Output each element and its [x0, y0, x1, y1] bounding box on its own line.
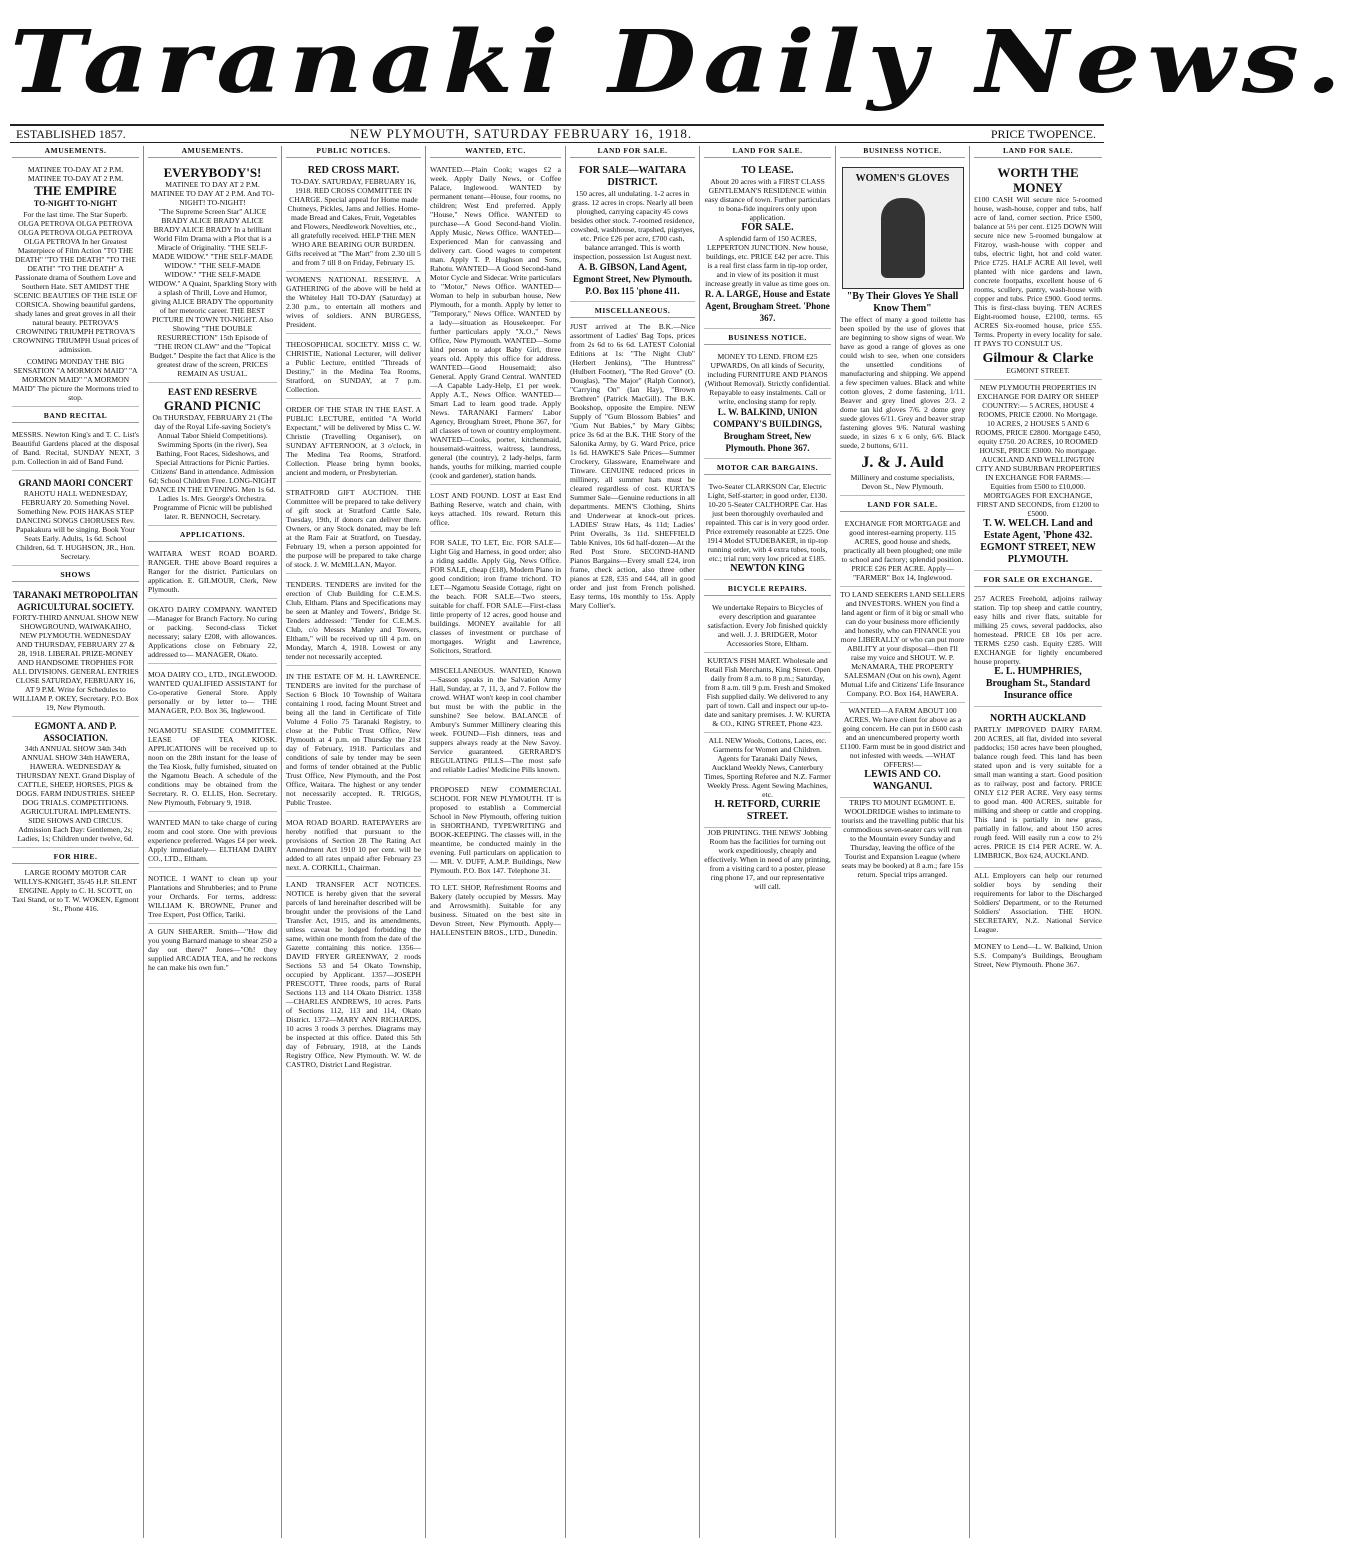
- shows-ad: [12, 586, 139, 717]
- masthead: [10, 8, 1348, 118]
- ad-body: For the last time. The Star Superb. OLGA PETROVA OLGA PETROVA OLGA PETROVA OLGA PETROVA OLGA PETROVA In her Greatest Masterpiece of Film Action "TO THE DEATH" "TO THE DEATH" "TO THE DEATH" "TO THE DEATH" A Passionate drama of Southern Love and Southern Hate. SET AMIDST THE SCENIC BEAUTIES OF THE ISLE OF CORSICA. Showing beautiful gardens, shady lanes and great groves in all their natural beauty. PETROVA'S CROWNING TRIUMPH PETROVA'S CROWNING TRIUMPH Usual prices of admission.: [12, 210, 139, 354]
- gloves-ad: [840, 162, 965, 496]
- columns: [8, 146, 1106, 1538]
- ad-body: On THURSDAY, FEBRUARY 21 (The day of the Royal Life-saving Society's Annual Tabor Shield Competitions). Swimming Sports (in the river), Sea Bathing, Foot Races, Sideshows, and Special Attractions for Picnic Parties. Citizens' Band in attendance. Admission 6d; School Children Free. LONG-NIGHT DANCE IN THE EVENING. Men 1s 6d. Ladies 1s. Mrs. George's Orchestra. Programme of Picnic will be published later. R. BENNOCH, Secretary.: [148, 413, 277, 521]
- waitara-ranger-ad: WAITARA WEST ROAD BOARD. RANGER. THE above Board requires a Ranger for the district. Particulars on application. E. GILMOUR, Clerk, New Plymouth.: [148, 546, 277, 599]
- column-2: [144, 146, 282, 1538]
- okato-dairy-ad: OKATO DAIRY COMPANY. WANTED—Manager for Branch Factory. No curing or packing. Second-class Ticket necessary; salary £208, with allowances. Applications close on February 22, addressed to— MANAGER, Okato.: [148, 602, 277, 664]
- ad-signature: A. B. GIBSON, Land Agent, Egmont Street, New Plymouth. P.O. Box 115 'phone 411.: [572, 262, 693, 296]
- section-heading: AMUSEMENTS.: [148, 146, 277, 158]
- ad-signature: EGMONT STREET.: [1006, 366, 1070, 375]
- column-4: [426, 146, 566, 1538]
- egmont-ad: [12, 717, 139, 848]
- hire-ad: LARGE ROOMY MOTOR CAR WILLYS-KNIGHT, 35/45 H.P. SILENT ENGINE. Apply to C. H. SCOTT, on Taxi Stand, or to T. W. WOKEN, Egmont St., Phone 416.: [12, 868, 139, 913]
- to-let-ad: TO LET. SHOP, Refreshment Rooms and Bakery (lately occupied by Messrs. May and Arrowsmith). Suitable for any business. Situated on the best site in Devon Street, New Plymouth. Apply— HALLENSTEIN BROS., LTD., Dunedin.: [430, 883, 561, 937]
- ad-body: COMING MONDAY THE BIG SENSATION "A MORMON MAID" "A MORMON MAID" "A MORMON MAID" The picture the Mormons tried to stop.: [12, 357, 139, 402]
- ngamotu-ad: NGAMOTU SEASIDE COMMITTEE. LEASE OF TEA KIOSK. APPLICATIONS will be received up to noon on the 28th instant for the lease of the Tea Kiosk, fully furnished, situated on the Ngamotu Beach. A schedule of the conditions may be obtained from the Secretary. R. O. ELLIS, Hon. Secretary. New Plymouth, February 9, 1918.: [148, 723, 277, 812]
- ad-body: £100 CASH Will secure nice 5-roomed house, wash-house, copper and tubs, half acre of land, corner section. Price £500, balance at 5½ per cent. £125 DOWN Will secure nice new 5-roomed bungalow at Fitzroy, wash-house with copper and tubs, electric light, hot and cold water. Price £725. HALF ACRE All level, well planted with nice gardens and lawn, concrete footpaths, excellent house of 6 rooms, scullery, pantry, wash-house with copper and tubs. Price £900. Good terms. This is first-class buying. TEN ACRES Eight-roomed house, £2100, terms. 65 ACRES Six-roomed house, price £55. Terms. Property in every locality for sale. IT PAYS TO CONSULT US.: [974, 195, 1102, 348]
- gloves-caption: WOMEN'S GLOVES: [855, 173, 950, 184]
- north-auckland-ad: [974, 710, 1102, 868]
- miscellaneous-ads: MISCELLANEOUS. WANTED, Known—Sasson speaks in the Salvation Army Hall, Sunday, at 7, 11, 3, and 7. Follow the crowd. WHAT won't keep in cool chamber but must be with the public in the sunshine? See below. BALANCE of Ambury's Summer Millinery clearing this week. FOUND—Fish dinners, teas and suppers always ready at the New Savoy. Service guaranteed. GERRARD'S REGULATING PILLS—The most safe and reliable Ladies' Medicine Pills known.: [430, 663, 561, 779]
- ad-title: NORTH AUCKLAND: [989, 713, 1087, 724]
- ad-body: MONEY TO LEND. FROM £25 UPWARDS, On all kinds of Security, including FURNITURE AND PIANOS (Without Removal). Strictly confidential. Repayable to easy instalments. Call or write, enclosing stamp for reply.: [704, 352, 831, 406]
- np-properties-ad: [974, 380, 1102, 571]
- ad-body: PARTLY IMPROVED DAIRY FARM. 200 ACRES, all flat, divided into several paddocks; 150 acres have been ploughed, balance rough feed. This land has been stated upon and is very suitable for a small man wanting a start. Good position as to railway, post and factory. PRICE ONLY £12 PER ACRE. Very easy terms to good man. 400 ACRES, suitable for milking and sheep or cattle and cropping. This land is partially in new grass, partially in fallow, and about 150 acres rough feed. Will easily run a cow to 2½ acres. PRICE IS £14 PER ACRE. W. A. LIMBRICK, Box 624, AUCKLAND.: [974, 725, 1102, 860]
- matinee-line: MATINEE TO-DAY AT 2 P.M.: [27, 165, 124, 174]
- ad-title: GRAND MAORI CONCERT: [18, 478, 133, 488]
- worth-money-ad: [974, 162, 1102, 380]
- wanted-farm-ad: [840, 703, 965, 798]
- ad-title: EGMONT A. AND P. ASSOCIATION.: [34, 721, 117, 743]
- gilmour-name: Gilmour & Clarke: [982, 351, 1094, 366]
- ad-body: 34th ANNUAL SHOW 34th 34th ANNUAL SHOW 34th HAWERA, HAWERA. WEDNESDAY & THURSDAY NEXT. Grand Display of CATTLE, SHEEP, HORSES, PIGS & DOGS. FARM INDUSTRIES. SHEEP DOG TRIALS. COMPETITIONS. AGRICULTURAL IMPLEMENTS. SIDE SHOWS AND CIRCUS. Admission Each Day: Gentlemen, 2s; Ladies, 1s; Children under twelve, 6d.: [16, 744, 135, 843]
- ad-title: FOR SALE—WAITARA DISTRICT.: [578, 165, 687, 188]
- ad-title: EAST END RESERVE: [167, 387, 258, 397]
- miscellaneous-ads: JUST arrived at The B.K.—Nice assortment of Ladies' Bag Tops, prices from 2s 6d to 6s 6d. LATEST Colonial Editions at 1s: "The Night Club" (Herbert Jenkins), "The Huntress" (Hulbert Footner), "The Red Grove" (O. Douglas), "The Major" (Ralph Connor), "Carrying On" (Ian Hay), "Brown Brethren" (Patrick MacGill). The B.K. Bookshop, opposite the Empire. NEW Supply of "Gum Blossom Babies" and "Gum Nut Babies," by Mary Gibbs; price 3s 6d at the B.K. THE Story of the Salonika Army, by G. Ward Price, price 1s 6d. HAWKE'S Sale Prices—Summer Crockery, Glassware, Enamelware and Tinware. CENUINE reduced prices in millinery, all summer hats must be cleared regardless of cost. KURTA'S Summer Sale—Genuine reductions in all departments. MEN'S Clothing, Shirts and Underwear at knock-out prices. LADIES' Straw Hats, 4s 11d; Ladies' Print Overalls, 3s 11d. SHEFFIELD Table Knives, 10s 6d half-dozen—At the Red Post Store. SECOND-HAND Pianos Bargains—Every small £24, iron frame, check action, also three other pianos at £28, £35 and £44, all in good order and just from French polished. Easy terms, 10s monthly to 15s. Apply Mary Collier's.: [570, 322, 695, 610]
- land-transfer-notice: LAND TRANSFER ACT NOTICES. NOTICE is hereby given that the several parcels of land hereinafter described will be brought under the provisions of the Land Transfer Act, 1915, and its amendments, unless caveat be lodged forbidding the same, within one month from the date of the Gazette containing this notice. 1356—DAVID FRYER GREENWAY, 2 roods Sections 53 and 54 Okato Township, occupied by Applicant. 1357—JOSEPH PRESCOTT, Three roods, parts of Rural Sections 113 and 114 Okato District. 1358—CHARLES ANDREWS, 10 acres. Parts of Sections 112, 113 and 114, Okato District. 1372—MARY ANN RICHARDS, 10 acres 3 roods 3 perches. Diagrams may be inspected at this office. Dated this 5th day of February, 1918, at the Lands Registry Office, New Plymouth. W. W. de CASTRO, District Land Registrar.: [286, 880, 421, 1069]
- column-5: [566, 146, 700, 1538]
- ad-signature: R. A. LARGE, House and Estate Agent, Brougham Street. 'Phone 367.: [704, 289, 830, 323]
- ad-body: RAHOTU HALL WEDNESDAY, FEBRUARY 20. Something Novel. Something New. POIS HAKAS STEP DANCING SONGS CHORUSES Rev. Papakakura will be singing. Book Your Seats Early. Adults, 1s 6d. School Children, 6d. T. HUGHSON, JR., Hon. Secretary.: [15, 489, 136, 561]
- moa-dairy-ad: MOA DAIRY CO., LTD., INGLEWOOD. WANTED QUALIFIED ASSISTANT for Co-operative General Store. Apply personally or by letter to— THE MANAGER, P.O. Box 36, Inglewood.: [148, 667, 277, 720]
- ad-body: FORTY-THIRD ANNUAL SHOW NEW SHOWGROUND, WAIWAKAIHO, NEW PLYMOUTH. WEDNESDAY AND THURSDAY, FEBRUARY 27 & 28, 1918. LIBERAL PRIZE-MONEY AND HANDSOME TROPHIES FOR ALL DIVISIONS. GENERAL ENTRIES CLOSE SATURDAY, FEBRUARY 16, AT 9 P.M. Write for Schedules to WILLIAM P. OKEY, Secretary. P.O. Box 19, New Plymouth.: [12, 613, 139, 712]
- dateline: [10, 124, 1104, 143]
- ad-body: 257 ACRES Freehold, adjoins railway station. Tip top sheep and cattle country, easy hills and river flats, suitable for milking 25 cows, several paddocks, also homestead. PRICE £8 10s per acre. TERMS £250 cash. Equity £285. Will EXCHANGE for lightly encumbered house property.: [974, 594, 1102, 666]
- employers-notice: ALL Employers can help our returned soldier boys by sending their requirements for labor to the Discharged Soldiers' Department, or to the Returned Soldiers' Association. THE HON. SECRETARY, N.Z. National Service League.: [974, 868, 1102, 939]
- motor-car-ad: [704, 479, 831, 580]
- section-heading: LAND FOR SALE.: [840, 500, 965, 512]
- waitara-farm-ad: [570, 162, 695, 302]
- ad-body: A splendid farm of 150 ACRES, LEPPERTON JUNCTION. New house, buildings, etc. PRICE £42 per acre. This is a real first class farm in tip-top order, and in view of its position it must increase greatly in value as time goes on.: [705, 234, 830, 288]
- ad-body: TO-DAY. SATURDAY, FEBRUARY 16, 1918. RED CROSS COMMITTEE IN CHARGE. Special appeal for Home made Chutneys, Pickles, Jams and Jellies. Home-made Bread and Cakes, Fruit, Vegetables and Flowers, Needlework Novelties, etc., all gratefully received. HELP THE MEN WHO ARE BEARING OUR BURDEN. Gifts received at "The Mart" from 2.30 till 5 and from 7 till 8 on Friday, February 15.: [286, 177, 421, 267]
- ad-title: EVERYBODY'S!: [163, 165, 262, 180]
- wnr-notice: WOMEN'S NATIONAL RESERVE. A GATHERING of the above will be held at the Whiteley Hall TO-DAY (Saturday) at 2.30 p.m., to entertain all mothers and wives of soldiers. ANN BURGESS, President.: [286, 272, 421, 334]
- moa-road-notice: MOA ROAD BOARD. RATEPAYERS are hereby notified that pursuant to the provisions of Section 28 The Rating Act Amendment Act 1910 10 per cent. will be added to all rates unpaid after February 23 next. A. CORKILL, Chairman.: [286, 815, 421, 877]
- section-heading: AMUSEMENTS.: [12, 146, 139, 158]
- eltham-dairy-ad: WANTED MAN to take charge of curing room and cool store. One with previous experience preferred. Wages £4 per week. Apply immediately— ELTHAM DAIRY CO., LTD., Eltham.: [148, 815, 277, 868]
- ad-title: GRAND PICNIC: [163, 398, 262, 413]
- section-heading: FOR HIRE.: [12, 852, 139, 864]
- section-heading: LAND FOR SALE.: [704, 146, 831, 158]
- ad-signature: H. RETFORD, CURRIE STREET.: [714, 799, 821, 822]
- section-heading: BAND RECITAL: [12, 411, 139, 423]
- glove-icon: [881, 198, 925, 278]
- auld-name: J. & J. Auld: [861, 454, 944, 471]
- ad-body: Two-Seater CLARKSON Car, Electric Light, Self-starter; in good order, £130. 10-20 5-Seater CALTHORPE Car. Has just been thoroughly overhauled and repainted. This car is in very good order. Price extremely reasonable at £225. One 1914 Model STUDEBAKER, in tip-top running order, with 4 extra tubes, tools, etc.; trial run; very low priced at £185.: [705, 482, 830, 563]
- newspaper-title: Taranaki Daily News.: [10, 12, 1348, 113]
- everybodys-ad: [148, 162, 277, 383]
- lease-ad: [704, 162, 831, 329]
- section-heading: PUBLIC NOTICES.: [286, 146, 421, 158]
- ad-body: ALL NEW Wools, Cottons, Laces, etc. Garments for Women and Children. Agents for Taranaki Daily News, Auckland Weekly News, Canterbury Times, Sporting Referee and N.Z. Farmer Weekly Press. Agent Sewing Machines, etc.: [704, 736, 831, 799]
- ad-title: WORTH THE MONEY: [997, 165, 1079, 195]
- section-heading: BICYCLE REPAIRS.: [704, 584, 831, 596]
- star-east-notice: ORDER OF THE STAR IN THE EAST. A PUBLIC LECTURE, entitled "A World Expectant," will be delivered by Miss C. W. Christie (Travelling Organiser), on SUNDAY AFTERNOON, at 3 o'clock, in The Medina Tea Rooms, Stratford. Collection. Please bring hymn books, ancient and modern, or Presbyterian.: [286, 402, 421, 482]
- for-sale-ads: FOR SALE, TO LET, Etc. FOR SALE—Light Gig and Harness, in good order; also a riding saddle. Apply Gig, News Office. FOR SALE, cheap (£18), Modern Piano in good condition; iron frame trichord. TO LET—Ngamotu Seaside Cottage, right on the beach. FOR SALE—Two steers, suitable for chaff. FOR SALE—First-class little property of 12 acres, good house and buildings. MONEY available for all classes of investment or purchase of mortgages. Wright and Lawrence, Solicitors, Stratford.: [430, 535, 561, 660]
- ad-title: TO LEASE.: [741, 165, 794, 176]
- ad-body: "The Supreme Screen Star" ALICE BRADY ALICE BRADY ALICE BRADY ALICE BRADY In a brilliant World Film Drama with a Plot that is a Miracle of Originality. "THE SELF-MADE WIDOW." "THE SELF-MADE WIDOW." "THE SELF-MADE WIDOW." "THE SELF-MADE WIDOW." A Quaint, Sparkling Story with a splash of Thrill, Love and Humor, giving ALICE BRADY The opportunity of her meteoric career. THE BEST PICTURE IN TOWN TO-NIGHT. Also Showing "THE DOUBLE RESURRECTION" 15th Episode of "THE IRON CLAW" and the "Topical Budget." Despite the fact that Alice is the greatest draw of the screen, PRICES REMAIN AS USUAL.: [148, 207, 277, 378]
- maori-concert-ad: [12, 474, 139, 566]
- ad-signature: LEWIS AND CO. WANGANUI.: [864, 769, 941, 792]
- land-seekers-ad: TO LAND SEEKERS LAND SELLERS and INVESTORS. WHEN you find a land agent or firm of it big or small who can do your business more efficiently and honestly, who can FINANCE you more LIBERALLY or who can put more ABILITY at your disposal—then I'll raise my voice and SHOUT. W. P. McNAMARA, THE PROPERTY SALESMAN (Out on his own), Agent Mutual Life and Citizens' Life Insurance Company. P.O. Box 164, HAWERA.: [840, 587, 965, 703]
- section-heading: BUSINESS NOTICE.: [704, 333, 831, 345]
- empire-ad: [12, 162, 139, 407]
- estate-notice: IN THE ESTATE OF M. H. LAWRENCE. TENDERS are invited for the purchase of Section 6 Block 10 Township of Waitara containing 1 rood, facing Mount Street and being all the land in Certificate of Title Volume 4 Folio 75 Taranaki Registry, to close at the Public Trust Office, New Plymouth at 4 p.m. on Thursday the 21st day of February, 1918. Particulars and conditions of sale by tender may be seen and forms of tender obtained at the Public Trust Office, New Plymouth, and the Post Office, Waitara. The highest or any tender not necessarily accepted. R. TRIGGS, Public Trustee.: [286, 669, 421, 812]
- exchange-ad: [974, 591, 1102, 707]
- ad-signature: L. W. BALKIND, UNION COMPANY'S BUILDINGS, Brougham Street, New Plymouth. Phone 367.: [713, 407, 822, 453]
- place-date: NEW PLYMOUTH, SATURDAY FEBRUARY 16, 1918.: [350, 126, 693, 141]
- column-6: [700, 146, 836, 1538]
- mortgage-exchange-ad: EXCHANGE FOR MORTGAGE and good interest-earning property. 115 ACRES, good house and sheds, practically all been ploughed; one mile to school and factory; splendid position. PRICE £26 PER ACRE. Apply— "FARMER" Box 14, Inglewood.: [840, 516, 965, 587]
- section-heading: SHOWS: [12, 570, 139, 582]
- lost-found-ads: LOST AND FOUND. LOST at East End Bathing Reserve, watch and chain, with keys attached. 10s reward. Return this office.: [430, 488, 561, 532]
- section-heading: WANTED, ETC.: [430, 146, 561, 158]
- ad-body: 150 acres, all undulating. 1-2 acres in grass. 12 acres in crops. Nearly all been ploughed, carrying capacity 45 cows besides other stock. 7-roomed residence, cowshed, washhouse, trapshed, pigstyes, etc. Price £26 per acre, £700 cash, balance arranged. This is worth inspection, possession 1st August next.: [570, 189, 695, 261]
- bicycle-ad: We undertake Repairs to Bicycles of every description and guarantee satisfaction. Every Job finished quickly and well. J. J. BRIDGER, Motor Accessories Store, Eltham.: [704, 600, 831, 653]
- picnic-ad: [148, 383, 277, 526]
- ad-title: "By Their Gloves Ye Shall Know Them": [846, 291, 959, 314]
- gift-auction-notice: STRATFORD GIFT AUCTION. THE Committee will be prepared to take delivery of gift stock at Stratford Cattle Sale, Tuesday, 19th, if donors can deliver there. Owners, or any Stock donated, may be left at the Ram Fair at Stratford, on Tuesday, February 19, when a person appointed for the purpose will be prepared to take charge of stock. J. W. McMILLAN, Mayor.: [286, 485, 421, 574]
- section-heading: LAND FOR SALE.: [974, 146, 1102, 158]
- ad-body: About 20 acres with a FIRST CLASS GENTLEMAN'S RESIDENCE within easy distance of town. Further particulars to bona-fide inquirers only upon application.: [704, 177, 831, 222]
- ad-body: NEW PLYMOUTH PROPERTIES IN EXCHANGE FOR DAIRY OR SHEEP COUNTRY:— 5 ACRES, HOUSE 4 ROOMS, PRICE £2000. No Mortgage. 10 ACRES, 2 HOUSES 5 AND 6 ROOMS, PRICE £2800. Mortgage £450, equity £750. 20 ACRES, 10 ROOMED HOUSE, PRICE £3000. No mortgage. AUCKLAND AND WELLINGTON CITY AND SUBURBAN PROPERTIES IN EXCHANGE FOR FARMS:— Equities from £500 to £10,000. MORTGAGES FOR EXCHANGE, FIRST AND SECONDS, from £1200 to £5000.: [975, 383, 1101, 518]
- new-goods-ad: [704, 733, 831, 828]
- money-lend-notice: MONEY to Lend—L. W. Balkind, Union S.S. Company's Buildings, Brougham Street, New Plymouth. Phone 367.: [974, 942, 1102, 969]
- money-lend-ad: [704, 349, 831, 459]
- fish-mart-ad: KURTA'S FISH MART. Wholesale and Retail Fish Merchants, King Street. Open daily from 8 a.m. to 8 p.m.; Saturday, from 8 a.m. till 9 p.m. Fresh and Smoked Fish supplied daily. We delivered to any part of town. Call and inspect our up-to-date and sanitary premises. J. W. KURTA & CO., KING STREET, Phone 423.: [704, 653, 831, 733]
- band-ad: MESSRS. Newton King's and T. C. List's Beautiful Gardens placed at the disposal of Band. Recital, SUNDAY NEXT, 3 p.m. Collection in aid of Band Fund.: [12, 427, 139, 471]
- ad-title: TARANAKI METROPOLITAN AGRICULTURAL SOCIETY.: [13, 590, 138, 612]
- ad-signature: Millinery and costume specialists, Devon St., New Plymouth.: [850, 473, 955, 491]
- egmont-trips-ad: TRIPS TO MOUNT EGMONT. E. WOOLDRIDGE wishes to intimate to tourists and the travelling public that his commodious seven-seater cars will run to the Mountain every Sunday and Thursday, leaving the office of the Tourist and Expansion League (where seats may be booked) at 8 a.m.; fare 15s return. Special trips arranged.: [841, 798, 964, 879]
- established-label: ESTABLISHED 1857.: [16, 127, 126, 141]
- section-heading: MOTOR CAR BARGAINS.: [704, 463, 831, 475]
- column-1: [8, 146, 144, 1538]
- pruner-notice: NOTICE. I WANT to clean up your Plantations and Shrubberies; and to Prune your Orchards. For terms, address: WILLIAM K. BROWNE, Pruner and Tree Expert, Post Office, Tariki.: [148, 871, 277, 924]
- ad-signature: T. W. WELCH. Land and Estate Agent, 'Phone 432. EGMONT STREET, NEW PLYMOUTH.: [980, 518, 1096, 565]
- section-heading: FOR SALE OR EXCHANGE.: [974, 575, 1102, 587]
- theosophical-notice: THEOSOPHICAL SOCIETY. MISS C. W. CHRISTIE, National Lecturer, will deliver a Public Lecture, entitled "Threads of Destiny," in the Medina Tea Rooms, Stratford, on SUNDAY, at 7 p.m. Collection.: [286, 337, 421, 399]
- ad-signature: E. L. HUMPHRIES, Brougham St., Standard Insurance office: [985, 666, 1091, 701]
- gloves-illustration: [842, 167, 964, 289]
- ad-title: THE EMPIRE: [34, 183, 117, 198]
- gun-shearer-ad: A GUN SHEARER. Smith—"How did you young Barnard manage to shear 250 a day out there?" Jones—"Oh! they supplied ARCADIA TEA, and he reckons he can make his own fun.": [148, 927, 277, 972]
- section-heading: MISCELLANEOUS.: [570, 306, 695, 318]
- ad-body: WANTED—A FARM ABOUT 100 ACRES. We have client for above as a going concern. He can put in £600 cash and an unencumbered property worth £1100. Farm must be in good district and not infested with weeds. —WHAT OFFERS!—: [840, 706, 966, 769]
- tenders-notice: TENDERS. TENDERS are invited for the erection of Club Building for C.E.M.S. Club, Eltham. Plans and Specifications may be seen at Manley and Towers', Bridge St. Tenders addressed: "Tender for C.E.M.S. Club, c/o Messrs Manley and Towers, Eltham," will be received up till 4 p.m. on Monday, March 4, 1918. Lowest or any tender not necessarily accepted.: [286, 577, 421, 666]
- ad-title: RED CROSS MART.: [307, 165, 400, 176]
- red-cross-ad: [286, 162, 421, 272]
- ad-title: FOR SALE.: [741, 222, 794, 233]
- ad-signature: NEWTON KING: [730, 563, 805, 574]
- ad-subtitle: TO-NIGHT TO-NIGHT: [33, 199, 118, 208]
- ad-subtitle: MATINEE TO DAY AT 2 P.M. MATINEE TO DAY AT 2 P.M. And TO-NIGHT! TO-NIGHT!: [150, 180, 275, 207]
- job-printing-ad: JOB PRINTING. THE NEWS' Jobbing Room has the facilities for turning out work expeditiously, cheaply and effectively. When in need of any printing, from a visiting card to a poster, please ring phone 17, and our representative will call.: [704, 828, 831, 891]
- column-3: [282, 146, 426, 1538]
- wanted-ads: WANTED.—Plain Cook; wages £2 a week. Apply Daily News, or Coffee Palace, Inglewood. WANTED by permanent tenant—House, four rooms, no children; West End preferred. Apply "House," News Office. WANTED to purchase—A Good Second-hand Violin. Apply Music, News Office. WANTED—Experienced Man for canvassing and delivery cart. Good wages to competent man. Apply T. P. Hughson and Sons, Rahotu. WANTED—A Good Second-hand Motor Cycle and Sidecar. Write particulars to "Motor," News Office. WANTED—Woman to help in suburban house, New Plymouth, for a month. Apply by letter to "Temporary," News Office. WANTED by a lady—situation as Housekeeper. For further particulars apply "X.O.," News Office, New Plymouth. WANTED—Some kind person to adopt Baby Girl, three years old. Apply this office for address. WANTED—Good Housemaid; also General. Apply Grand Central. WANTED—A Capable Lady-Help, £1 per week. Apply A.T., News Office. WANTED—Smart Lad to learn good trade. Apply News. TARANAKI Farmers' Labor Agency, Brougham Street, Phone 367, for all classes of town or country employment. WANTED—Cooks, porter, kitchenmaid, housemaid-waitress, waitress, laundress, general (the country), 2 lady-helps, farm hands, youths for milking, married couple (cook and gardener), station hands.: [430, 162, 561, 485]
- commercial-school-ad: PROPOSED NEW COMMERCIAL SCHOOL FOR NEW PLYMOUTH. IT is proposed to establish a Commercial School in New Plymouth, offering tuition in SHORTHAND, TYPEWRITING and BOOK-KEEPING. The classes will, in the meantime, be conducted mainly in the evening. Full particulars on application to— MR. V. DUFF, A.M.P. Buildings, New Plymouth. P.O. Box 147. Telephone 31.: [430, 782, 561, 880]
- column-8: [970, 146, 1106, 1538]
- section-heading: APPLICATIONS.: [148, 530, 277, 542]
- price-label: PRICE TWOPENCE.: [990, 127, 1096, 141]
- ad-body: The effect of many a good toilette has been spoiled by the use of gloves that are beginning to show signs of wear. We have as good a range of gloves as one could wish to see, when one considers the unsettled conditions of manufacturing and shipping. We append a few specimen values. Black and white cotton gloves, 2 dome fastening, 1/11. Beaver and grey lined gloves 2/3. 2 dome tan kid gloves 7/6. 2 dome grey suede gloves 6/11. Grey and beaver strap fastening gloves 9/6. Natural washing suede, in sizes 6 x 6 only, 6/6. Black suede, 2 buttons, 6/11.: [840, 315, 965, 450]
- section-heading: BUSINESS NOTICE.: [840, 146, 965, 158]
- matinee-line: MATINEE TO-DAY AT 2 P.M.: [27, 174, 124, 183]
- column-7: [836, 146, 970, 1538]
- section-heading: LAND FOR SALE.: [570, 146, 695, 158]
